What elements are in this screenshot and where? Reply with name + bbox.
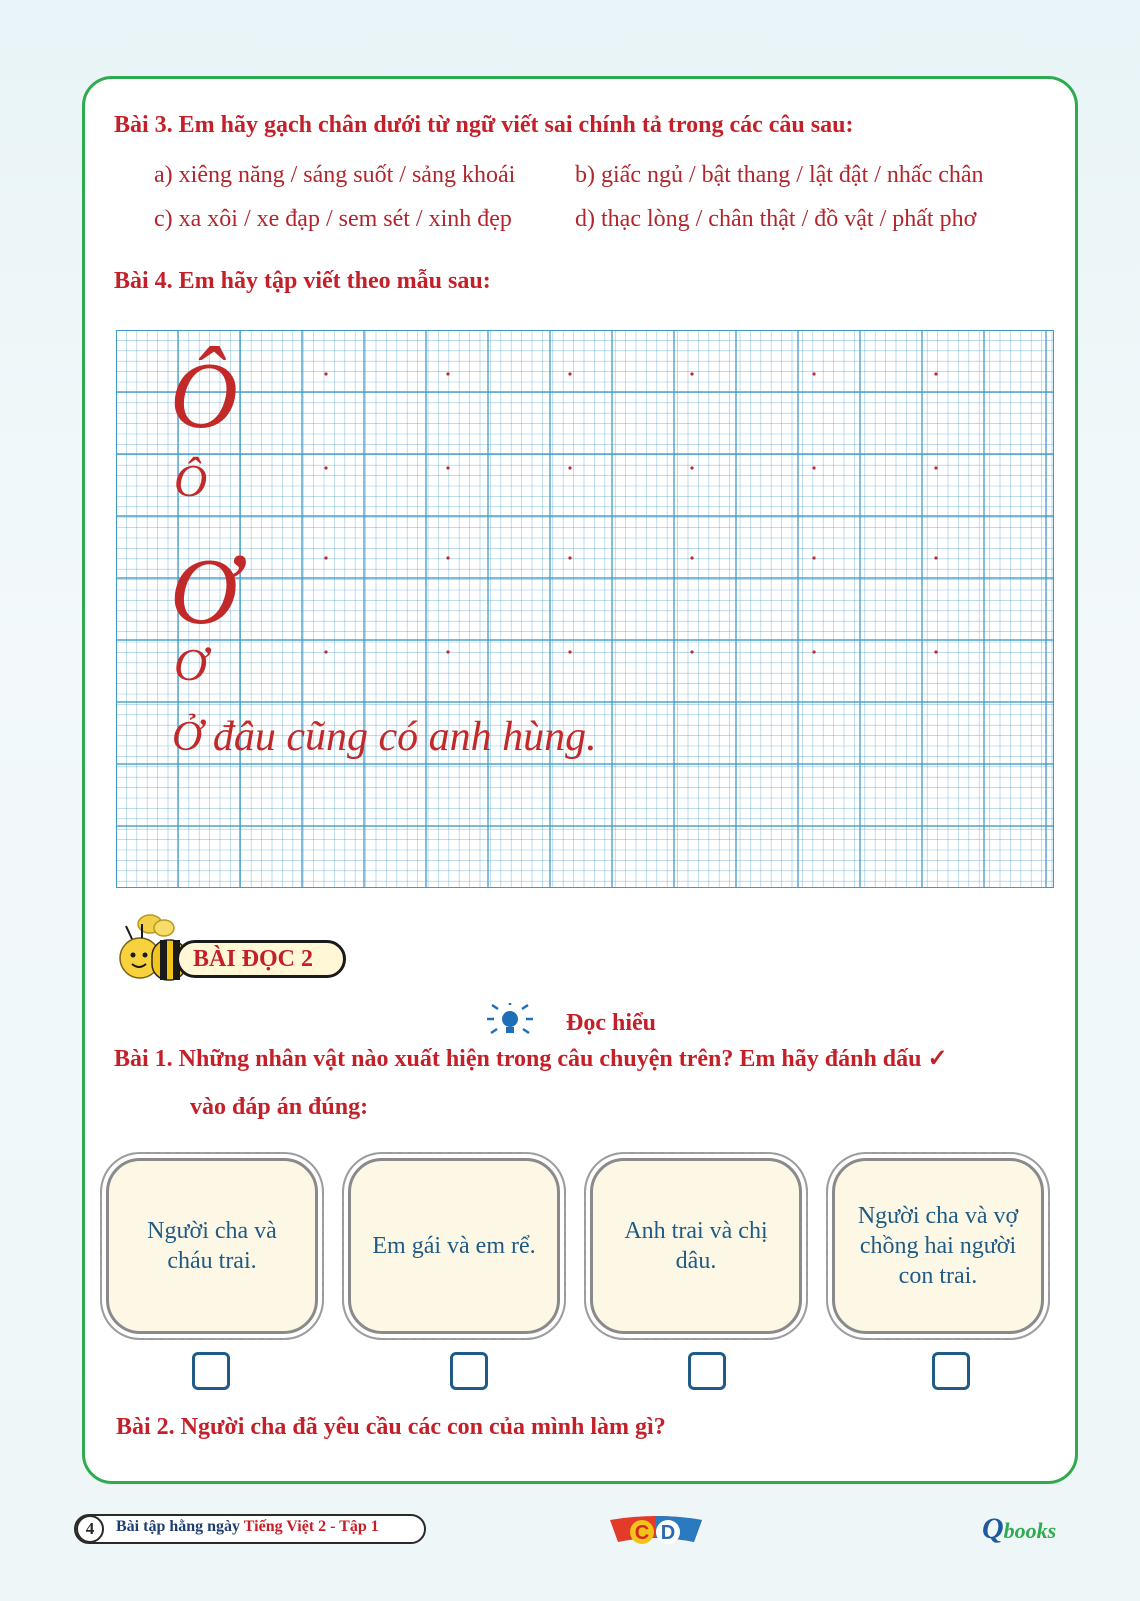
sample-o-hat-large: Ô bbox=[170, 344, 238, 448]
answer-checkbox-3[interactable] bbox=[688, 1352, 726, 1390]
guide-dot bbox=[324, 466, 327, 469]
guide-dot bbox=[324, 650, 327, 653]
answer-text-3: Anh trai và chị dâu. bbox=[624, 1218, 768, 1274]
guide-dot bbox=[446, 650, 449, 653]
guide-dot bbox=[812, 556, 815, 559]
bai3-option-d: d) thạc lòng / chân thật / đồ vật / phất phơ bbox=[575, 206, 977, 232]
bai1-heading-line1: Bài 1. Những nhân vật nào xuất hiện trong câu chuyện trên? Em hãy đánh dấu ✓ bbox=[114, 1046, 948, 1072]
guide-dot bbox=[324, 372, 327, 375]
sample-o-hat-small: Ô bbox=[174, 455, 208, 506]
page-number: 4 bbox=[76, 1515, 104, 1543]
guide-dot bbox=[934, 556, 937, 559]
sample-o-horn-small: Ơ bbox=[174, 639, 208, 690]
guide-dot bbox=[690, 372, 693, 375]
bai3-option-a: a) xiêng năng / sáng suốt / sảng khoái bbox=[154, 162, 516, 188]
book-subject: Tiếng Việt 2 - Tập 1 bbox=[243, 1518, 379, 1535]
grid-lines bbox=[116, 330, 1054, 888]
qbooks-logo-books: books bbox=[1003, 1518, 1057, 1543]
footer-title bbox=[116, 1518, 379, 1536]
guide-dot bbox=[568, 466, 571, 469]
guide-dot bbox=[690, 466, 693, 469]
bai2-heading: Bài 2. Người cha đã yêu cầu các con của mình làm gì? bbox=[116, 1414, 666, 1440]
reading-banner: BÀI ĐỌC 2 bbox=[176, 940, 346, 978]
guide-dot bbox=[568, 372, 571, 375]
guide-dot bbox=[324, 556, 327, 559]
lightbulb-icon bbox=[486, 1003, 534, 1039]
answer-text-4: Người cha và vợ chồng hai người con trai. bbox=[857, 1203, 1019, 1289]
guide-dot bbox=[690, 650, 693, 653]
book-title: Bài tập hằng ngày bbox=[116, 1518, 241, 1535]
guide-dot bbox=[446, 556, 449, 559]
answer-card-1 bbox=[106, 1158, 318, 1334]
guide-dot bbox=[934, 466, 937, 469]
guide-dot bbox=[446, 372, 449, 375]
handwriting-grid bbox=[116, 330, 1054, 888]
qbooks-logo-q: Q bbox=[982, 1512, 1004, 1545]
answer-checkbox-1[interactable] bbox=[192, 1352, 230, 1390]
grid-border bbox=[116, 330, 1054, 888]
reading-subheading: Đọc hiểu bbox=[566, 1010, 656, 1036]
guide-dot bbox=[934, 650, 937, 653]
bai3-option-c: c) xa xôi / xe đạp / sem sét / xinh đẹp bbox=[154, 206, 512, 232]
cd-logo bbox=[608, 1512, 704, 1556]
bai3-heading: Bài 3. Em hãy gạch chân dưới từ ngữ viết sai chính tả trong các câu sau: bbox=[114, 112, 854, 138]
answer-checkbox-2[interactable] bbox=[450, 1352, 488, 1390]
sample-o-horn-large: Ơ bbox=[170, 540, 238, 644]
answer-card-4 bbox=[832, 1158, 1044, 1334]
sample-sentence: Ở đâu cũng có anh hùng. bbox=[172, 714, 597, 760]
bai3-option-b: b) giấc ngủ / bật thang / lật đật / nhấc chân bbox=[575, 162, 984, 188]
answer-checkbox-4[interactable] bbox=[932, 1352, 970, 1390]
answer-text-1: Người cha và cháu trai. bbox=[147, 1218, 277, 1274]
answer-card-3 bbox=[590, 1158, 802, 1334]
guide-dot bbox=[690, 556, 693, 559]
cd-logo-c: C bbox=[634, 1522, 650, 1544]
guide-dot bbox=[446, 466, 449, 469]
bai1-heading-line2: vào đáp án đúng: bbox=[190, 1094, 369, 1120]
guide-dot bbox=[934, 372, 937, 375]
guide-dot bbox=[812, 650, 815, 653]
guide-dot bbox=[812, 466, 815, 469]
qbooks-logo bbox=[982, 1512, 1056, 1546]
cd-logo-d: D bbox=[660, 1522, 676, 1544]
guide-dot bbox=[568, 556, 571, 559]
guide-dot bbox=[812, 372, 815, 375]
answer-text-2: Em gái và em rể. bbox=[372, 1233, 536, 1259]
guide-dot bbox=[568, 650, 571, 653]
answer-card-2 bbox=[348, 1158, 560, 1334]
bai4-heading: Bài 4. Em hãy tập viết theo mẫu sau: bbox=[114, 268, 491, 294]
